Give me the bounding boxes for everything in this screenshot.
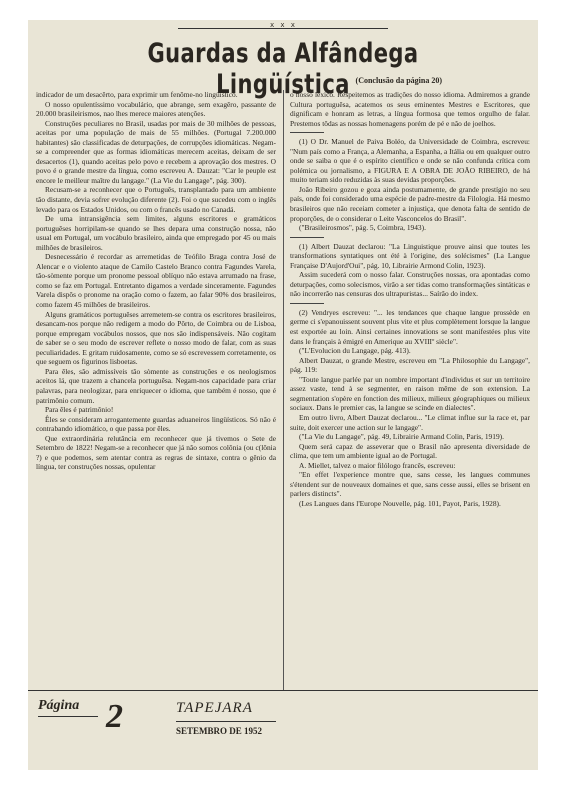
footnote-text: Em outro livro, Albert Dauzat declarou... "Le climat influe sur la race et, par suite, doit exercer une action sur le langage". <box>290 412 530 432</box>
paragraph: O nosso opulentíssimo vocabulário, que abrange, sem exagêro, passante de 20.000 brasileirismos, nao lhes merece maiores atenções. <box>36 99 276 119</box>
paragraph: o nosso léxico. Respeitemos as tradições do nosso idioma. Admiremos a grande Cultura portuguêsa, acatemos os seus eminentes Mestres e Escritores, que dignificam e honram as letras, a língua formosa que temos orgulho de falar. Prestemos tôdas as nossas homenagens porém de pé e não de joelhos. <box>290 90 530 128</box>
footnote-source: ("Brasileirosmos", pág. 5, Coimbra, 1943). <box>299 223 426 233</box>
footnote-source: ("La Vie du Langage", pág. 49, Librairie Armand Colin, Paris, 1919). <box>299 432 504 442</box>
footnote-separator <box>290 132 324 133</box>
newspaper-page <box>28 20 538 770</box>
footnote-separator <box>290 237 324 238</box>
paragraph: Para êles, são admissíveis tão sòmente as construções e os neologismos aceitos lá, que trazem a chancela portuguêsa. Negam-nos capacidade para criar palavras, para neologizar, para enriquecer o idioma, que também é nosso, que é patrimônio comum. <box>36 366 276 405</box>
footnote-text: Quem será capaz de asseverar que o Brasil não apresenta diversidade de clima, que tem um ambiente igual ao de Portugal. <box>290 441 530 461</box>
footnote-text: (1) Albert Dauzat declarou: "La Linguistique prouve ainsi que toutes les transformations syntatiques ont été à l'origine, des solécismes" (La Langue Française D'Aujord'Oui", pág. 10, Librairie Armond Colin, 1923). <box>290 241 530 270</box>
footer-rule <box>28 690 538 691</box>
right-column <box>290 90 530 688</box>
header-ornament: x x x <box>269 21 297 29</box>
footnote-text: Assim sucederá com o nosso falar. Construções nossas, ora apontadas como deturpações, como solecismos, virão a ser tidas como transformações sintáticas e não incorrerão nas censuras dos ultrapuristas... Saírão do index. <box>290 270 530 299</box>
header-rule <box>178 28 388 29</box>
paragraph: Para êles é patrimônio! <box>45 405 114 415</box>
paragraph: Que extraordinária relutância em reconhecer que já tivemos o Sete de Setembro de 1822! Negam-se a reconhecer que já não somos colônia (ou c(lônia ?) e que podemos, sem atentar contra as regras de sintaxe, contra o gênio da língua, ter construções nossas, opulentar <box>36 433 276 472</box>
footnote-text: (2) Vendryes escreveu: "... les tendances que chaque langue prossède en germe ci s'epanouissent souvent plus vite et plus complètement lorsque la langue est exportée au loin. Ainsi certaines innovations se sont manifestées plus vite dans le français à émigré en Amerique au XVIIIº siècle". <box>290 307 530 346</box>
footnote-text: João Ribeiro gozou e goza ainda postumamente, de grande prestígio no seu país, onde foi considerado uma espécie de padre-mestre da Filologia. Há mesmo brasileiros que não receiam cometer a injustiça, que denota falta de sentido de proporções, de o considerar o Leite Vasconcelos do Brasil". <box>290 184 530 223</box>
magazine-name: TAPEJARA <box>176 700 253 716</box>
footnote-text: A. Miellet, talvez o maior filólogo francês, escreveu: <box>299 460 456 470</box>
page-number: 2 <box>106 698 123 735</box>
footnote-source: ("L'Evolucion du Langage, pág. 413). <box>299 346 411 356</box>
column-divider <box>283 90 284 690</box>
issue-date: SETEMBRO DE 1952 <box>176 726 263 736</box>
paragraph: indicador de um desacêrto, para exprimir um fenôme-no lingüístico. <box>36 90 238 99</box>
footnote-source: (Les Langues dans l'Europe Nouvelle, pág. 101, Payot, Paris, 1928). <box>299 498 501 508</box>
footnote-separator <box>290 303 324 304</box>
article-title: Guardas da Alfândega Lingüística <box>147 38 419 100</box>
page-label: Página <box>38 698 80 713</box>
magazine-underline <box>176 721 276 722</box>
footnote-text: (1) O Dr. Manuel de Paiva Boléo, da Universidade de Coimbra, escreveu: "Num país como a França, a Alemanha, a Espanha, a Itália ou em qualquer outro onde se saiba o que é o espírito científico e onde se não confunda crítica com polémica ou jornalismo, a FIGURA E A OBRA DE JOÃO RIBEIRO, de há muito teriam sido reduzidas às suas devidas proporções. <box>290 137 530 185</box>
left-column <box>36 90 276 688</box>
paragraph: Alguns gramáticos portuguêses arremetem-se contra os escritores brasileiros, desancam-nos porque não redigem a modo do Pôrto, de Coimbra ou de Lisboa, porque empregam vocábulos nossos, que nos são indispensáveis. Não cogitam de saber se o seu modo de escrever reflete o nosso modo de falar, com as suas peculiaridades. E gritam ruidosamente, como se só escrevessem corretamente, os que seguem os figurinos lisboetas. <box>36 309 276 367</box>
paragraph: De uma intransigência sem limites, alguns escritores e gramáticos portuguêses horripilam-se quando se lhes depara uma construção nossa, não usual em Portugal, um vocábulo brasileiro, ainda que empregado por 45 ou mais milhões de brasileiros. <box>36 214 276 252</box>
paragraph: Êles se consideram arrogantemente guardas aduaneiros lingüísticos. Só não é contrabando idiomático, o que passa por êles. <box>36 414 276 434</box>
page-label-underline <box>38 716 98 717</box>
footnote-text: Albert Dauzat, o grande Mestre, escreveu em "La Philosophie du Langage", pág. 119: <box>290 355 530 375</box>
paragraph: Construções peculiares no Brasil, usadas por mais de 30 milhões de pessoas, aceitas por uma população de mais de 55 milhões. (Portugal 7.200.000 habitantes) são classificadas de deturpações, de corrupções idiomáticas. Negam-se a compreender que as formas idiomáticas merecem aceitas, deixam de ser desacertos (1), quando aceitas pelo povo e recebem a aprovação dos mestres. O povo é o grande mestre da língua, como escreveu A. Dauzat: "Car le peuple est encore le meilleur maître du langage." (La Vie du Langage", pág. 300). <box>36 118 276 185</box>
article-subtitle: (Conclusão da página 20) <box>355 76 442 85</box>
footnote-quote: "Toute langue parlée par un nombre important d'individus et sur un territoire assez vaste, tend à se segmenter, en raison même de son extension. La segmentation s'opère en fonction des milieux, milieux géographiques ou milieux sociaux. Dans le premier cas, la langue se scinde en dialectes". <box>290 374 530 413</box>
footnote-quote: "En effet l'experience montre que, sans cesse, les langues communes s'étendent sur de nouveaux domaines et que, sans cesse aussi, elles se brisent en parlers distincts". <box>290 470 530 499</box>
paragraph: Recusam-se a reconhecer que o Português, transplantado para um ambiente tão distante, devia sofrer evolução diferente (2). Foi o que sucedeu com o inglês levado para os Estados Unidos, ou com o francês usado no Canadá. <box>36 185 276 214</box>
paragraph: Desnecessário é recordar as arremetidas de Teófilo Braga contra José de Alencar e o violento ataque de Camilo Castelo Branco contra Fagundes Varela, tão-sòmente porque um pronome pessoal oblíquo não estava arrumado na frase, como se faz em Portugal. Entretanto digamos a verdade sinceramente. Fagundes Varela dispôs o pronome na oração como o fazem, ao falar 90% dos brasileiros, como fazem 45 milhões de brasileiros. <box>36 252 276 310</box>
